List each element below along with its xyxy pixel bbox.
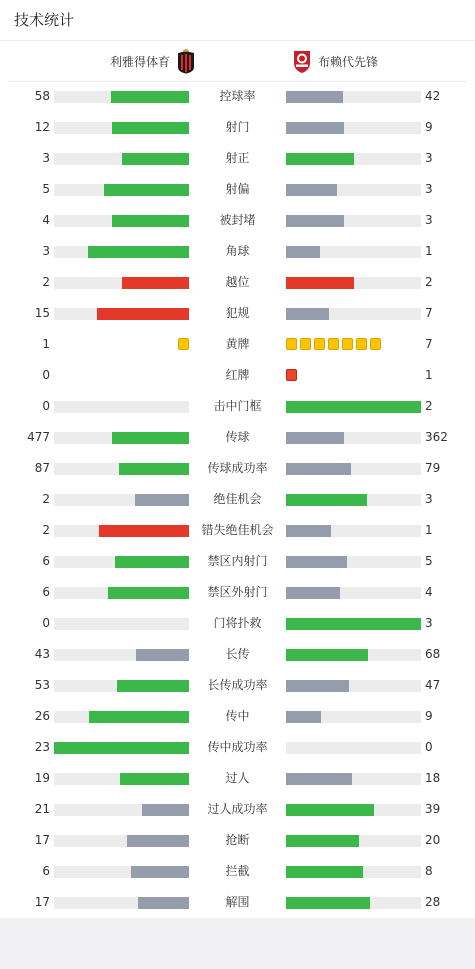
home-team-logo-icon <box>176 48 196 74</box>
home-bar-fill <box>97 308 189 320</box>
stat-label: 犯规 <box>225 306 250 320</box>
away-cards <box>286 338 381 352</box>
stats-list <box>0 81 475 918</box>
away-bar-track <box>286 184 421 196</box>
stat-label: 门将扑救 <box>213 616 262 630</box>
stat-row <box>0 856 475 887</box>
stat-row <box>0 360 475 391</box>
away-bar-fill <box>286 277 354 289</box>
away-value: 362 <box>425 430 448 444</box>
stat-row <box>0 732 475 763</box>
away-value: 3 <box>425 151 433 165</box>
away-bar-fill <box>286 556 347 568</box>
away-value: 47 <box>425 678 441 692</box>
stat-row <box>0 174 475 205</box>
home-value: 3 <box>42 244 50 258</box>
stat-row <box>0 112 475 143</box>
home-bar-fill <box>112 215 189 227</box>
away-bar-track <box>286 308 421 320</box>
red-card-icon <box>286 369 297 381</box>
stat-row <box>0 546 475 577</box>
stat-row <box>0 515 475 546</box>
home-value: 6 <box>42 864 50 878</box>
away-value: 1 <box>425 244 433 258</box>
stat-row <box>0 143 475 174</box>
away-value: 3 <box>425 492 433 506</box>
home-value: 19 <box>34 771 50 785</box>
yellow-card-icon <box>286 338 297 350</box>
home-value: 17 <box>34 895 50 909</box>
away-bar-track <box>286 463 421 475</box>
away-bar-fill <box>286 649 368 661</box>
home-value: 0 <box>42 616 50 630</box>
yellow-card-icon <box>300 338 311 350</box>
stat-label: 传球成功率 <box>207 461 268 475</box>
stat-row <box>0 391 475 422</box>
away-value: 42 <box>425 89 441 103</box>
away-bar-track <box>286 649 421 661</box>
away-bar-fill <box>286 711 321 723</box>
away-bar-track <box>286 91 421 103</box>
away-bar-track <box>286 866 421 878</box>
stat-row <box>0 205 475 236</box>
stat-label: 长传成功率 <box>207 678 268 692</box>
away-bar-track <box>286 153 421 165</box>
home-value: 26 <box>34 709 50 723</box>
away-team-logo-icon <box>292 48 312 74</box>
away-bar-track <box>286 494 421 506</box>
away-bar-track <box>286 587 421 599</box>
home-value: 15 <box>34 306 50 320</box>
away-bar-track <box>286 432 421 444</box>
stat-row <box>0 484 475 515</box>
home-bar-track <box>54 897 189 909</box>
home-bar-fill <box>122 277 190 289</box>
away-bar-track <box>286 897 421 909</box>
away-value: 1 <box>425 523 433 537</box>
home-bar-track <box>54 277 189 289</box>
away-bar-fill <box>286 866 363 878</box>
home-bar-track <box>54 773 189 785</box>
stat-row <box>0 763 475 794</box>
stat-row <box>0 825 475 856</box>
stat-label: 拦截 <box>225 864 250 878</box>
home-bar-fill <box>119 463 189 475</box>
home-bar-fill <box>117 680 189 692</box>
home-value: 43 <box>34 647 50 661</box>
away-value: 7 <box>425 337 433 351</box>
yellow-card-icon <box>328 338 339 350</box>
stat-row <box>0 422 475 453</box>
home-bar-fill <box>111 91 189 103</box>
away-value: 28 <box>425 895 441 909</box>
away-value: 3 <box>425 182 433 196</box>
away-bar-track <box>286 618 421 630</box>
home-cards <box>178 338 189 352</box>
home-bar-fill <box>89 711 189 723</box>
stat-label: 越位 <box>225 275 250 289</box>
home-bar-track <box>54 742 189 754</box>
home-bar-fill <box>115 556 189 568</box>
home-bar-track <box>54 184 189 196</box>
stat-row <box>0 453 475 484</box>
home-value: 12 <box>34 120 50 134</box>
stat-label: 控球率 <box>219 89 256 103</box>
teams-header <box>8 41 466 82</box>
away-bar-track <box>286 246 421 258</box>
away-bar-fill <box>286 494 367 506</box>
home-bar-track <box>54 587 189 599</box>
page-title: 技术统计 <box>14 11 75 29</box>
stat-label: 传中 <box>225 709 250 723</box>
away-bar-track <box>286 711 421 723</box>
away-bar-fill <box>286 91 343 103</box>
away-bar-fill <box>286 463 351 475</box>
home-value: 1 <box>42 337 50 351</box>
home-bar-track <box>54 246 189 258</box>
home-value: 5 <box>42 182 50 196</box>
away-bar-fill <box>286 246 320 258</box>
home-bar-fill <box>104 184 189 196</box>
stat-label: 被封堵 <box>219 213 256 227</box>
home-team[interactable] <box>110 41 196 81</box>
home-value: 2 <box>42 523 50 537</box>
home-bar-track <box>54 153 189 165</box>
away-bar-fill <box>286 401 421 413</box>
home-bar-track <box>54 432 189 444</box>
away-bar-fill <box>286 308 329 320</box>
home-bar-track <box>54 308 189 320</box>
home-bar-track <box>54 711 189 723</box>
away-bar-fill <box>286 153 354 165</box>
away-bar-track <box>286 525 421 537</box>
stat-row <box>0 794 475 825</box>
away-value: 79 <box>425 461 441 475</box>
yellow-card-icon <box>342 338 353 350</box>
away-bar-fill <box>286 525 331 537</box>
yellow-card-icon <box>370 338 381 350</box>
home-value: 0 <box>42 399 50 413</box>
home-value: 3 <box>42 151 50 165</box>
home-value: 6 <box>42 554 50 568</box>
away-bar-fill <box>286 587 340 599</box>
stat-label: 角球 <box>225 244 250 258</box>
home-bar-fill <box>112 122 189 134</box>
home-value: 23 <box>34 740 50 754</box>
stat-label: 过人 <box>225 771 250 785</box>
stat-label: 红牌 <box>225 368 250 382</box>
stat-label: 传球 <box>225 430 250 444</box>
away-bar-track <box>286 277 421 289</box>
home-bar-track <box>54 91 189 103</box>
away-value: 68 <box>425 647 441 661</box>
home-value: 53 <box>34 678 50 692</box>
home-bar-fill <box>122 153 190 165</box>
home-bar-fill <box>142 804 189 816</box>
yellow-card-icon <box>178 338 189 350</box>
home-bar-fill <box>108 587 189 599</box>
away-bar-fill <box>286 432 344 444</box>
stat-label: 抢断 <box>225 833 250 847</box>
home-bar-fill <box>112 432 189 444</box>
stat-row <box>0 298 475 329</box>
home-value: 2 <box>42 275 50 289</box>
away-value: 1 <box>425 368 433 382</box>
away-bar-fill <box>286 184 337 196</box>
stat-label: 射门 <box>225 120 250 134</box>
away-team-name: 布赖代先锋 <box>318 54 379 69</box>
home-value: 0 <box>42 368 50 382</box>
stat-row <box>0 887 475 918</box>
away-value: 7 <box>425 306 433 320</box>
away-value: 3 <box>425 213 433 227</box>
home-bar-fill <box>88 246 189 258</box>
stat-label: 黄牌 <box>225 337 250 351</box>
stat-label: 解围 <box>225 895 250 909</box>
away-value: 4 <box>425 585 433 599</box>
away-value: 9 <box>425 120 433 134</box>
home-bar-fill <box>54 742 189 754</box>
away-bar-track <box>286 556 421 568</box>
home-team-name: 利雅得体育 <box>109 54 170 69</box>
stat-label: 过人成功率 <box>207 802 268 816</box>
home-value: 6 <box>42 585 50 599</box>
away-value: 2 <box>425 275 433 289</box>
home-bar-track <box>54 494 189 506</box>
stat-row <box>0 577 475 608</box>
stat-row <box>0 236 475 267</box>
home-bar-fill <box>138 897 189 909</box>
home-bar-fill <box>135 494 189 506</box>
away-value: 20 <box>425 833 441 847</box>
away-bar-fill <box>286 773 352 785</box>
home-bar-track <box>54 401 189 413</box>
home-bar-fill <box>99 525 189 537</box>
home-bar-track <box>54 215 189 227</box>
yellow-card-icon <box>314 338 325 350</box>
away-bar-fill <box>286 804 374 816</box>
home-bar-track <box>54 556 189 568</box>
away-value: 0 <box>425 740 433 754</box>
home-value: 477 <box>27 430 50 444</box>
away-bar-track <box>286 680 421 692</box>
away-bar-track <box>286 122 421 134</box>
away-bar-fill <box>286 897 370 909</box>
home-value: 17 <box>34 833 50 847</box>
away-bar-fill <box>286 680 349 692</box>
stat-label: 禁区内射门 <box>207 554 268 568</box>
away-value: 3 <box>425 616 433 630</box>
away-bar-track <box>286 835 421 847</box>
away-bar-track <box>286 773 421 785</box>
away-cards <box>286 369 297 383</box>
stat-row <box>0 670 475 701</box>
away-bar-fill <box>286 835 359 847</box>
home-bar-track <box>54 618 189 630</box>
away-bar-fill <box>286 122 344 134</box>
stat-label: 传中成功率 <box>207 740 268 754</box>
home-bar-track <box>54 525 189 537</box>
away-value: 9 <box>425 709 433 723</box>
away-bar-track <box>286 742 421 754</box>
stat-row <box>0 639 475 670</box>
home-value: 4 <box>42 213 50 227</box>
stat-row <box>0 701 475 732</box>
home-bar-track <box>54 835 189 847</box>
away-team[interactable] <box>292 41 378 81</box>
home-bar-track <box>54 122 189 134</box>
yellow-card-icon <box>356 338 367 350</box>
stat-row <box>0 608 475 639</box>
home-bar-fill <box>131 866 189 878</box>
home-value: 87 <box>34 461 50 475</box>
stat-row <box>0 329 475 360</box>
away-bar-track <box>286 804 421 816</box>
stat-label: 长传 <box>225 647 250 661</box>
away-value: 8 <box>425 864 433 878</box>
home-bar-track <box>54 463 189 475</box>
home-bar-track <box>54 866 189 878</box>
home-bar-fill <box>120 773 189 785</box>
away-value: 5 <box>425 554 433 568</box>
home-bar-track <box>54 804 189 816</box>
away-bar-track <box>286 215 421 227</box>
home-value: 2 <box>42 492 50 506</box>
stat-label: 射偏 <box>225 182 250 196</box>
home-bar-fill <box>136 649 189 661</box>
stat-label: 错失绝佳机会 <box>201 523 274 537</box>
stat-row <box>0 267 475 298</box>
away-value: 39 <box>425 802 441 816</box>
home-value: 58 <box>34 89 50 103</box>
stat-row <box>0 81 475 112</box>
stat-label: 射正 <box>225 151 250 165</box>
away-bar-fill <box>286 215 344 227</box>
away-value: 18 <box>425 771 441 785</box>
away-bar-track <box>286 401 421 413</box>
home-bar-track <box>54 649 189 661</box>
stat-label: 绝佳机会 <box>213 492 262 506</box>
home-value: 21 <box>34 802 50 816</box>
home-bar-fill <box>127 835 189 847</box>
stat-label: 击中门框 <box>213 399 262 413</box>
away-bar-fill <box>286 618 421 630</box>
away-value: 2 <box>425 399 433 413</box>
home-bar-track <box>54 680 189 692</box>
stat-label: 禁区外射门 <box>207 585 268 599</box>
